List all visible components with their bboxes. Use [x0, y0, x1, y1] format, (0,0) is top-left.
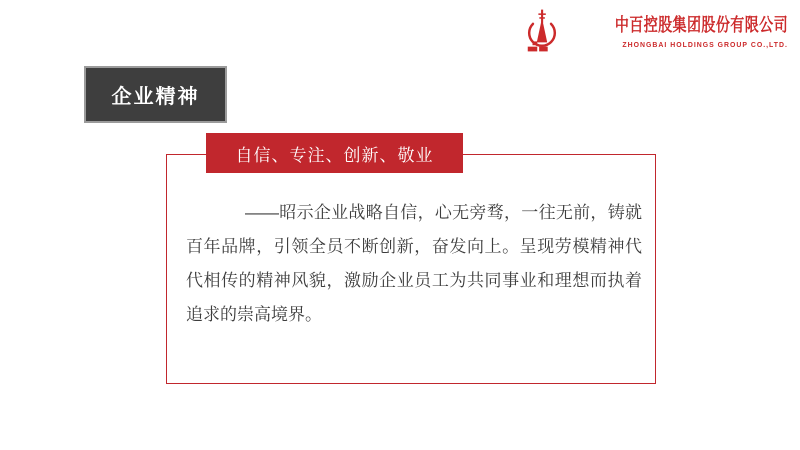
values-banner-label: 自信、专注、创新、敬业 [235, 145, 434, 165]
section-title: 企业精神 [111, 86, 200, 108]
values-banner [206, 133, 463, 173]
tower-emblem-icon [523, 8, 561, 53]
section-title-box [84, 66, 227, 123]
company-name-zh: 中百控股集团股份有限公司 [614, 14, 788, 35]
company-logo-text [566, 12, 788, 50]
company-name-en: ZHONGBAI HOLDINGS GROUP CO.,LTD. [622, 39, 788, 49]
company-logo [523, 8, 788, 53]
body-paragraph: ——昭示企业战略自信，心无旁骛，一往无前，铸就百年品牌，引领全员不断创新，奋发向上。呈现劳模精神代代相传的精神风貌，激励企业员工为共同事业和理想而执着追求的崇高境界。 [186, 203, 642, 324]
